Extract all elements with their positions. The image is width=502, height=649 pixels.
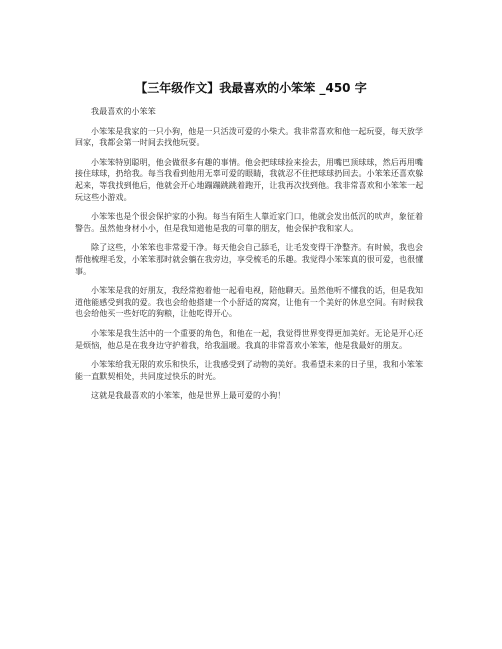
paragraph-6: 小笨笨是我生活中的一个重要的角色，和他在一起，我觉得世界变得更加美好。无论是开心还是烦恼，他总是在我身边守护着我，给我温暖。我真的非常喜欢小笨笨，他是我最好的朋友。 bbox=[75, 328, 424, 350]
paragraph-1: 小笨笨是我家的一只小狗，他是一只活泼可爱的小柴犬。我非常喜欢和他一起玩耍，每天放学回家，我都会第一时间去找他玩耍。 bbox=[75, 126, 424, 148]
paragraph-5: 小笨笨是我的好朋友，我经常抱着他一起看电视，陪他聊天。虽然他听不懂我的话，但是我知道他能感受到我的爱。我也会给他搭建一个小舒适的窝窝，让他有一个美好的休息空间。有时候我也会给他买一些好吃的狗粮，让他吃得开心。 bbox=[75, 286, 424, 319]
document-title: 【三年级作文】我最喜欢的小笨笨 _450 字 bbox=[135, 81, 367, 95]
paragraph-4: 除了这些，小笨笨也非常爱干净。每天他会自己舔毛，让毛发变得干净整齐。有时候，我也会帮他梳理毛发，小笨笨那时就会躺在我旁边，享受梳毛的乐趣。我觉得小笨笨真的很可爱，也很懂事。 bbox=[75, 243, 424, 276]
paragraph-8: 这就是我最喜欢的小笨笨，他是世界上最可爱的小狗！ bbox=[91, 391, 286, 401]
paragraph-7: 小笨笨给我无限的欢乐和快乐，让我感受到了动物的美好。我希望未来的日子里，我和小笨笨能一直默契相处，共同度过快乐的时光。 bbox=[75, 360, 424, 381]
paragraph-3: 小笨笨也是个很会保护家的小狗。每当有陌生人靠近家门口，他就会发出低沉的吠声，象征着警告。虽然他身材小小，但是我知道他是我的可靠的朋友，他会保护我和家人。 bbox=[75, 212, 424, 233]
essay-subtitle: 我最喜欢的小笨笨 bbox=[91, 107, 156, 116]
paragraph-2: 小笨笨特别聪明，他会做很多有趣的事情。他会把球球捡来捡去，用嘴巴顶球球，然后再用嘴接住球球，扔给我。每当我看到他用无辜可爱的眼睛，我就忍不住把球球扔回去。小笨笨还喜欢躲起来，等我找到他后，他就会开心地蹦蹦跳跳着跑开，让我再次找到他。我非常喜欢和小笨笨一起玩这些小游戏。 bbox=[75, 157, 424, 202]
document-body bbox=[75, 106, 425, 402]
